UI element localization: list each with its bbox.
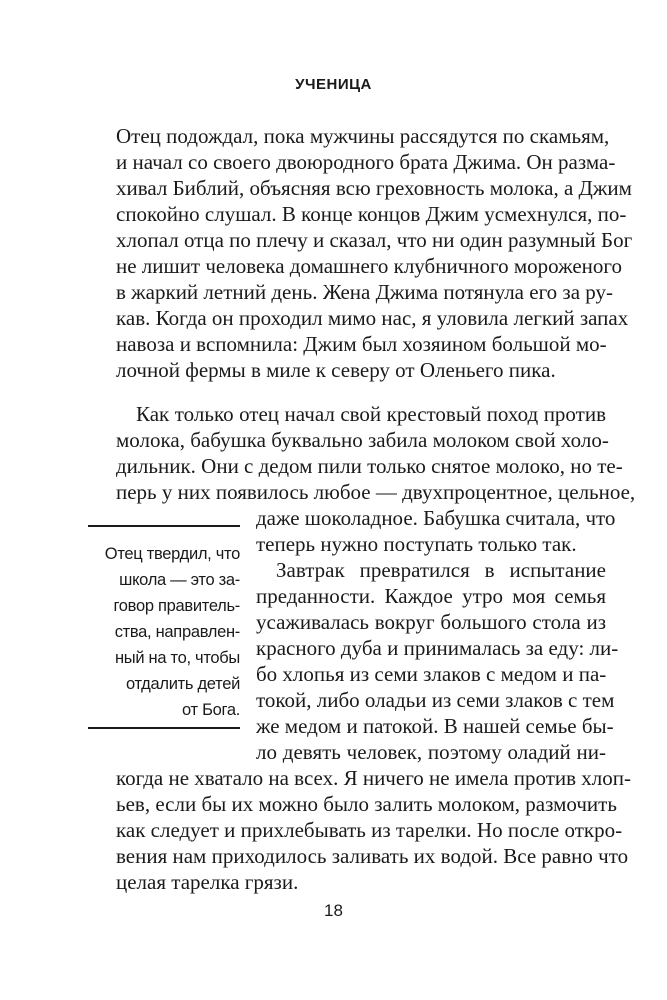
text-line: ьев, если бы их можно было залить молоком, размочить (116, 792, 617, 816)
pull-quote-top-rule (88, 525, 240, 527)
pull-quote-line: отдалить детей (125, 675, 240, 693)
text-line: когда не хватало на всех. Я ничего не имела против хлоп- (116, 766, 631, 790)
pull-quote-line: от Бога. (182, 701, 240, 719)
text-line: ло девять человек, поэтому оладий ни- (256, 740, 606, 764)
text-line: же медом и патокой. В нашей семье бы- (256, 714, 614, 738)
text-line: в жаркий летний день. Жена Джима потянула его за ру- (116, 280, 613, 304)
text-line: перь у них появилось любое — двухпроцентное, цельное, (116, 480, 636, 504)
text-line: усаживалась вокруг большого стола из (256, 610, 606, 634)
text-line: целая тарелка грязи. (116, 870, 299, 894)
pull-quote-line: Отец твердил, что (104, 545, 240, 563)
text-line: токой, либо оладьи из семи злаков с тем (256, 688, 615, 712)
pull-quote-line: ный на то, чтобы (114, 649, 240, 667)
text-line: и начал со своего двоюродного брата Джима. Он разма- (116, 150, 616, 174)
text-line: Отец подождал, пока мужчины рассядутся по скамьям, (116, 124, 610, 148)
text-line: Завтрак превратился в испытание (276, 558, 606, 582)
page-number: 18 (324, 901, 343, 920)
text-line: кав. Когда он проходил мимо нас, я уловила легкий запах (116, 306, 629, 330)
text-line: Как только отец начал свой крестовый поход против (136, 402, 606, 426)
text-line: теперь нужно поступать только так. (256, 532, 577, 556)
text-line: спокойно слушал. В конце концов Джим усмехнулся, по- (116, 202, 627, 226)
text-line: вения нам приходилось заливать их водой. Все равно что (116, 844, 629, 868)
pull-quote-line: ства, направлен- (114, 623, 240, 641)
text-line: красного дуба и принималась за еду: ли- (256, 636, 619, 660)
pull-quote-bottom-rule (88, 727, 240, 729)
text-line: навоза и вспомнила: Джим был хозяином большой мо- (116, 332, 607, 356)
text-line: бо хлопья из семи злаков с медом и па- (256, 662, 607, 686)
text-line: хивал Библий, объясняя всю греховность молока, а Джим (116, 176, 632, 200)
text-line: не лишит человека домашнего клубничного мороженого (116, 254, 622, 278)
pull-quote-line: школа — это за- (119, 571, 240, 589)
text-line: преданности. Каждое утро моя семья (256, 584, 606, 608)
text-line: как следует и прихлебывать из тарелки. Но после откро- (116, 818, 623, 842)
text-line: лочной фермы в миле к северу от Оленьего пика. (116, 358, 556, 382)
text-line: даже шоколадное. Бабушка считала, что (256, 506, 616, 530)
pull-quote-line: говор правитель- (113, 597, 240, 615)
running-header: УЧЕНИЦА (295, 76, 372, 93)
text-line: хлопал отца по плечу и сказал, что ни один разумный Бог (116, 228, 633, 252)
text-line: дильник. Они с дедом пили только снятое молоко, но те- (116, 454, 623, 478)
text-line: молока, бабушка буквально забила молоком свой холо- (116, 428, 609, 452)
